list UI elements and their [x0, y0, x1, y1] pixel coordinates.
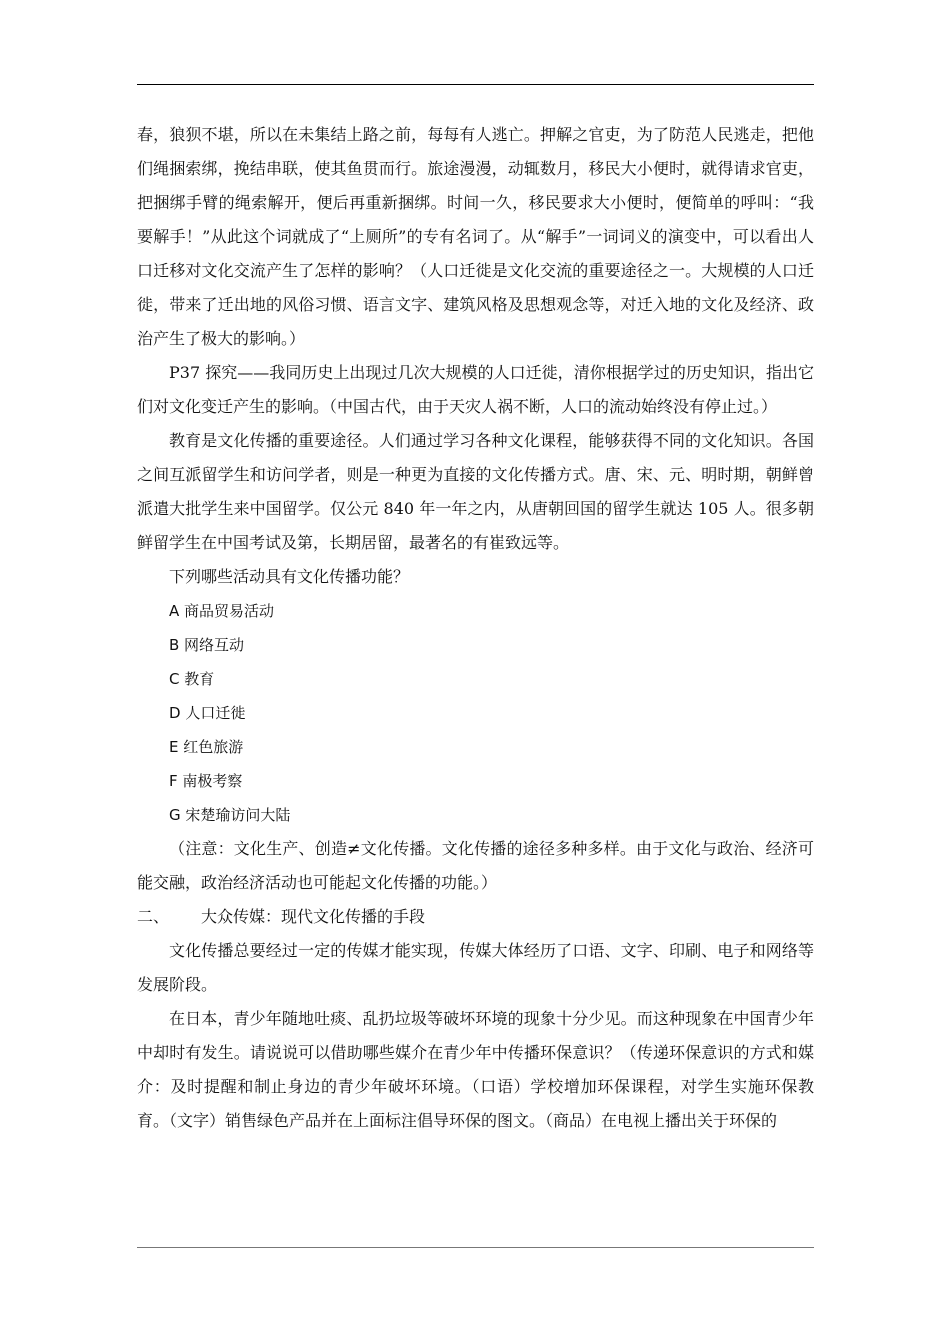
option-b: B 网络互动 — [169, 636, 245, 654]
option-f: F 南极考察 — [169, 772, 243, 790]
paragraph-education: 教育是文化传播的重要途径。人们通过学习各种文化课程，能够获得不同的文化知识。各国之间互派留学生和访问学者，则是一种更为直接的文化传播方式。唐、宋、元、明时期，朝鲜曾派遣大批学生来中国留学。仅公元 840 年一年之内，从唐朝回国的留学生就达 105 人。很多朝鲜留学生在中国考试及第，长期居留，最著名的有崔致远等。 — [137, 431, 814, 552]
header-rule — [137, 84, 814, 85]
option-c: C 教育 — [169, 670, 215, 688]
footer-rule — [137, 1247, 814, 1248]
section-number: 二、 — [137, 907, 170, 926]
paragraph-environment: 在日本，青少年随地吐痰、乱扔垃圾等破坏环境的现象十分少见。而这种现象在中国青少年中却时有发生。请说说可以借助哪些媒介在青少年中传播环保意识？（传递环保意识的方式和媒介：及时提醒和制止身边的青少年破坏环境。（口语）学校增加环保课程，对学生实施环保教育。（文字）销售绿色产品并在上面标注倡导环保的图文。（商品）在电视上播出关于环保的 — [137, 1009, 814, 1130]
option-g: G 宋楚瑜访问大陆 — [169, 806, 291, 824]
question-prompt: 下列哪些活动具有文化传播功能？ — [169, 567, 410, 586]
option-e: E 红色旅游 — [169, 738, 244, 756]
option-list — [137, 594, 814, 832]
paragraph-migration: 春，狼狈不堪，所以在未集结上路之前，每每有人逃亡。押解之官吏，为了防范人民逃走，把他们绳捆索绑，挽结串联，使其鱼贯而行。旅途漫漫，动辄数月，移民大小便时，就得请求官吏，把捆绑手臂的绳索解开，便后再重新捆绑。时间一久，移民要求大小便时，便简单的呼叫：“我要解手！”从此这个词就成了“上厕所”的专有名词了。从“解手”一词词义的演变中，可以看出人口迁移对文化交流产生了怎样的影响？（人口迁徙是文化交流的重要途径之一。大规模的人口迁徙，带来了迁出地的风俗习惯、语言文字、建筑风格及思想观念等，对迁入地的文化及经济、政治产生了极大的影响。） — [137, 125, 814, 348]
document-body — [137, 118, 814, 1138]
section-title: 大众传媒：现代文化传播的手段 — [201, 907, 426, 926]
option-d: D 人口迁徙 — [169, 704, 246, 722]
section-heading — [137, 900, 814, 934]
paragraph-p37-inquiry: P37 探究——我同历史上出现过几次大规模的人口迁徙，清你根据学过的历史知识，指出它们对文化变迁产生的影响。（中国古代，由于天灾人祸不断，人口的流动始终没有停止过。） — [137, 363, 814, 416]
paragraph-media-stages: 文化传播总要经过一定的传媒才能实现，传媒大体经历了口语、文字、印刷、电子和网络等发展阶段。 — [137, 941, 814, 994]
note-paragraph: （注意：文化生产、创造≠文化传播。文化传播的途径多种多样。由于文化与政治、经济可能交融，政治经济活动也可能起文化传播的功能。） — [137, 839, 814, 892]
option-a: A 商品贸易活动 — [169, 602, 275, 620]
